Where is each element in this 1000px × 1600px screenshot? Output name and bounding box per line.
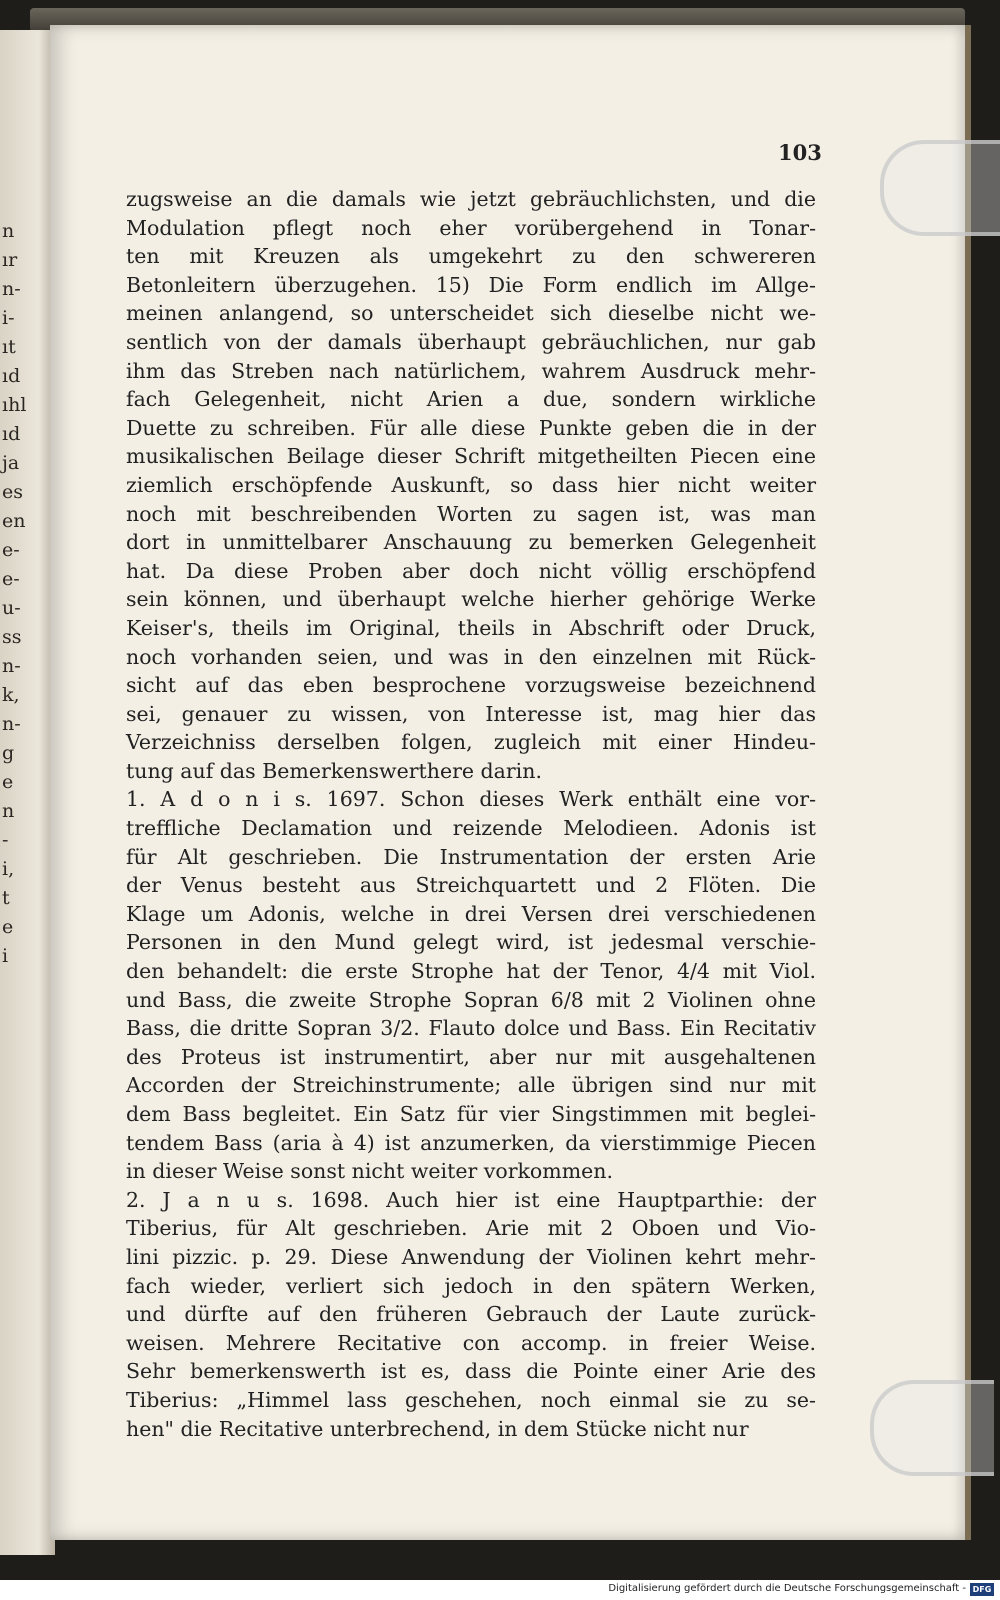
left-page-text-fragment: t xyxy=(2,887,10,909)
left-page-text-fragment: e- xyxy=(2,539,20,561)
text-line: dort in unmittelbarer Anschauung zu bemerken Gelegenheit xyxy=(126,530,816,555)
text-line: und Bass, die zweite Strophe Sopran 6/8 mit 2 Violinen ohne xyxy=(126,987,816,1012)
text-line: sentlich von der damals überhaupt gebräuchlichen, nur gab xyxy=(126,329,816,354)
left-page-text-fragment: ıhl xyxy=(2,394,27,416)
text-line: den behandelt: die erste Strophe hat der Tenor, 4/4 mit Viol. xyxy=(126,959,816,984)
text-line: Keiser's, theils im Original, theils in Abschrift oder Druck, xyxy=(126,615,816,640)
left-page-text-fragment: i xyxy=(2,945,9,967)
left-page-text-fragment: g xyxy=(2,742,15,764)
text-line: hen" die Recitative unterbrechend, in dem Stücke nicht nur xyxy=(126,1416,749,1441)
text-line: tung auf das Bemerkenswerthere darin. xyxy=(126,758,542,783)
text-line: Accorden der Streichinstrumente; alle übrigen sind nur mit xyxy=(126,1073,816,1098)
text-line: zugsweise an die damals wie jetzt gebräuchlichsten, und die xyxy=(126,187,816,211)
text-line: der Venus besteht aus Streichquartett und 2 Flöten. Die xyxy=(126,873,816,898)
left-page-text-fragment: e- xyxy=(2,568,20,590)
left-page-text-fragment: ıd xyxy=(2,423,21,445)
text-line: hat. Da diese Proben aber doch nicht völlig erschöpfend xyxy=(126,558,816,583)
text-line: des Proteus ist instrumentirt, aber nur mit ausgehaltenen xyxy=(126,1044,816,1069)
text-line: und dürfte auf den früheren Gebrauch der Laute zurück- xyxy=(126,1302,816,1327)
left-page-text-fragment: es xyxy=(2,481,23,503)
text-line: Betonleitern überzugehen. 15) Die Form endlich im Allge- xyxy=(126,272,816,297)
left-page-text-fragment: n- xyxy=(2,713,21,735)
text-line: Sehr bemerkenswerth ist es, dass die Pointe einer Arie des xyxy=(126,1359,816,1384)
dfg-logo: DFG xyxy=(970,1583,994,1596)
left-page-text-fragment: i- xyxy=(2,307,15,329)
text-line: sicht auf das eben besprochene vorzugsweise bezeichnend xyxy=(126,673,816,698)
left-page-text-fragment: n xyxy=(2,220,15,242)
funding-credit: Digitalisierung gefördert durch die Deutsche Forschungsgemeinschaft - xyxy=(608,1583,966,1594)
text-line: ziemlich erschöpfende Auskunft, so dass hier nicht weiter xyxy=(126,472,816,497)
left-page-text-fragment: ja xyxy=(2,452,20,474)
text-line: Tiberius, für Alt geschrieben. Arie mit 2 Oboen und Vio- xyxy=(126,1216,816,1241)
left-page-text-fragment: ss xyxy=(2,626,22,648)
text-line: lini pizzic. p. 29. Diese Anwendung der Violinen kehrt mehr- xyxy=(126,1244,816,1269)
left-page-text-fragment: n xyxy=(2,800,15,822)
text-line: Personen in den Mund gelegt wird, ist jedesmal verschie- xyxy=(126,930,816,955)
page-clip-bottom xyxy=(870,1380,994,1476)
page-clip-top xyxy=(880,140,1000,236)
text-line: Tiberius: „Himmel lass geschehen, noch einmal sie zu se- xyxy=(126,1387,816,1412)
left-page-text-fragment: k, xyxy=(2,684,20,706)
text-line: fach wieder, verliert sich jedoch in den spätern Werken, xyxy=(126,1273,816,1298)
left-page-fragment xyxy=(0,30,55,1555)
left-page-text-fragment: e xyxy=(2,916,14,938)
text-line: Duette zu schreiben. Für alle diese Punkte geben die in der xyxy=(126,415,816,440)
text-line: sei, genauer zu wissen, von Interesse ist, mag hier das xyxy=(126,701,816,726)
left-page-text-fragment: i, xyxy=(2,858,15,880)
text-line: musikalischen Beilage dieser Schrift mitgetheilten Piecen eine xyxy=(126,444,816,469)
left-page-text-fragment: - xyxy=(2,829,9,851)
text-line: Klage um Adonis, welche in drei Versen drei verschiedenen xyxy=(126,901,816,926)
left-page-text-fragment: u- xyxy=(2,597,21,619)
text-line: Bass, die dritte Sopran 3/2. Flauto dolce und Bass. Ein Recitativ xyxy=(126,1016,816,1041)
text-line: ten mit Kreuzen als umgekehrt zu den schwereren xyxy=(126,244,816,269)
text-line: treffliche Declamation und reizende Melodieen. Adonis ist xyxy=(126,816,816,841)
text-line: 2. J a n u s. 1698. Auch hier ist eine Hauptparthie: der xyxy=(126,1187,816,1212)
left-page-text-fragment: en xyxy=(2,510,26,532)
text-line: ihm das Streben nach natürlichem, wahrem Ausdruck mehr- xyxy=(126,358,816,383)
text-line: Modulation pflegt noch eher vorübergehend in Tonar- xyxy=(126,215,816,240)
text-line: in dieser Weise sonst nicht weiter vorkommen. xyxy=(126,1159,613,1184)
left-page-text-fragment: ıd xyxy=(2,365,21,387)
left-page-text-fragment: n- xyxy=(2,655,21,677)
text-line: sein können, und überhaupt welche hierher gehörige Werke xyxy=(126,587,816,612)
left-page-text-fragment: ıt xyxy=(2,336,16,358)
page-number: 103 xyxy=(778,140,822,165)
text-line: noch vorhanden seien, und was in den einzelnen mit Rück- xyxy=(126,644,816,669)
text-line: noch mit beschreibenden Worten zu sagen ist, was man xyxy=(126,501,816,526)
text-line: meinen anlangend, so unterscheidet sich dieselbe nicht we- xyxy=(126,301,816,326)
text-line: weisen. Mehrere Recitative con accomp. in freier Weise. xyxy=(126,1330,816,1355)
text-line: 1. A d o n i s. 1697. Schon dieses Werk enthält eine vor- xyxy=(126,787,816,812)
text-line: Verzeichniss derselben folgen, zugleich mit einer Hindeu- xyxy=(126,730,816,755)
left-page-text-fragment: e xyxy=(2,771,14,793)
digitization-footer xyxy=(0,1580,1000,1600)
text-line: dem Bass begleitet. Ein Satz für vier Singstimmen mit beglei- xyxy=(126,1102,816,1126)
text-line: fach Gelegenheit, nicht Arien a due, sondern wirkliche xyxy=(126,387,816,412)
left-page-text-fragment: ır xyxy=(2,249,18,271)
body-text xyxy=(126,185,816,1443)
left-page-text-fragment: n- xyxy=(2,278,21,300)
text-line: tendem Bass (aria à 4) ist anzumerken, da vierstimmige Piecen xyxy=(126,1130,816,1155)
text-line: für Alt geschrieben. Die Instrumentation der ersten Arie xyxy=(126,844,816,869)
